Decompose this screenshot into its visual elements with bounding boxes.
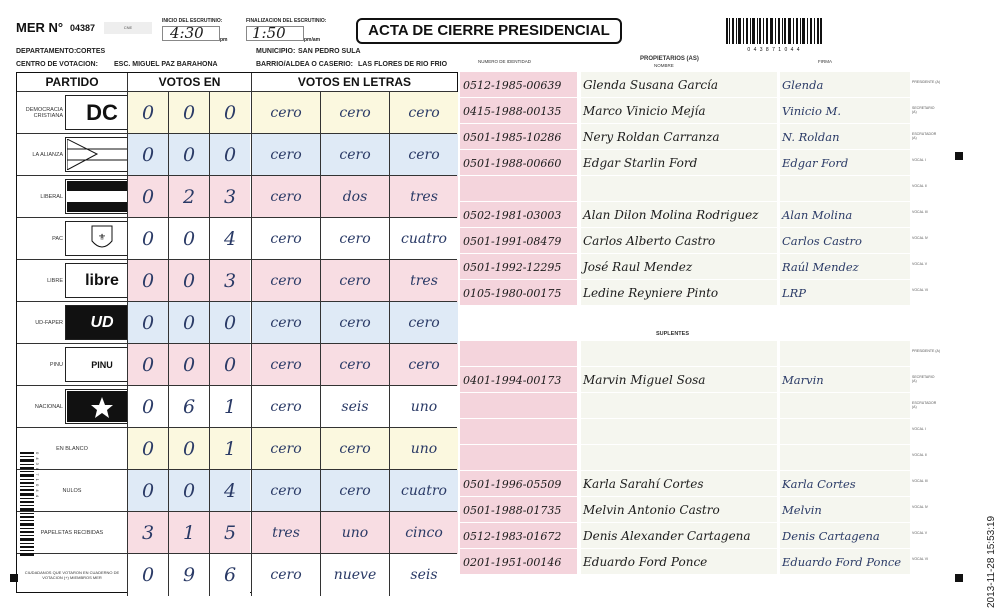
vote-digit: 0 — [127, 92, 168, 134]
vote-word: cero — [320, 344, 389, 386]
role-label: SECRETARIO (A) — [912, 375, 935, 383]
vote-digit: 0 — [127, 470, 168, 512]
suplente-row — [460, 497, 910, 522]
departamento-value: CORTES — [76, 48, 106, 55]
vote-word: seis — [320, 386, 389, 428]
side-barcode — [20, 452, 40, 570]
vote-digit: 9 — [168, 554, 209, 596]
suplente-row — [460, 393, 910, 418]
vote-digit: 4 — [209, 218, 250, 260]
suplente-row — [460, 367, 910, 392]
member-signature — [780, 176, 910, 201]
vote-word: cero — [389, 344, 458, 386]
member-name — [581, 393, 777, 418]
party-name: NACIONAL — [34, 404, 63, 410]
vote-digit: 6 — [168, 386, 209, 428]
party-logo-text: UD — [90, 313, 114, 331]
municipio-value: SAN PEDRO SULA — [298, 48, 361, 55]
total-row — [17, 469, 457, 511]
suplente-row — [460, 523, 910, 548]
municipio-label: MUNICIPIO: — [256, 48, 296, 55]
vote-word: cero — [251, 428, 320, 470]
role-label: ESCRUTADOR (A) — [912, 132, 937, 140]
member-name: Glenda Susana García — [581, 72, 777, 97]
member-name — [581, 341, 777, 366]
vote-digit: 0 — [127, 134, 168, 176]
member-signature — [780, 419, 910, 444]
vote-word: cero — [251, 554, 320, 596]
vote-word: cero — [251, 302, 320, 344]
party-row — [17, 301, 457, 343]
party-name: LA ALIANZA — [32, 152, 63, 158]
role-label: VOCAL II — [912, 453, 927, 457]
member-name: Edgar Starlin Ford — [581, 150, 777, 175]
vote-digit: 0 — [168, 302, 209, 344]
total-label: CIUDADANOS QUE VOTARON EN CUADERNO DE VOTACION (+) MIEMBROS MER — [24, 570, 120, 580]
member-signature: Denis Cartagena — [780, 523, 910, 548]
vote-digit: 5 — [209, 512, 250, 554]
document-title: ACTA DE CIERRE PRESIDENCIAL — [356, 18, 622, 44]
vote-digit: 0 — [209, 134, 250, 176]
member-signature — [780, 393, 910, 418]
fin-value: 1:50 — [252, 24, 286, 42]
member-name: Eduardo Ford Ponce — [581, 549, 777, 574]
total-label: EN BLANCO — [56, 446, 88, 452]
role-label: VOCAL III — [912, 210, 928, 214]
identity-number: 0501-1996-05509 — [460, 471, 577, 496]
identity-number: 0512-1985-00639 — [460, 72, 577, 97]
vote-word: cero — [320, 92, 389, 134]
vote-digit: 4 — [209, 470, 250, 512]
vote-digit: 0 — [127, 176, 168, 218]
member-signature: Carlos Castro — [780, 228, 910, 253]
identity-number: 0201-1951-00146 — [460, 549, 577, 574]
vote-digit: 0 — [127, 428, 168, 470]
vote-word: cero — [251, 92, 320, 134]
party-logo-text: DC — [86, 99, 118, 125]
total-row — [17, 427, 457, 469]
member-name: Nery Roldan Carranza — [581, 124, 777, 149]
vote-digit: 0 — [127, 554, 168, 596]
vote-digit: 0 — [127, 218, 168, 260]
centro-label: CENTRO DE VOTACION: — [16, 61, 98, 68]
identity-number: 0415-1988-00135 — [460, 98, 577, 123]
identity-number: 0401-1994-00173 — [460, 367, 577, 392]
vote-word: dos — [320, 176, 389, 218]
col-header-partido: PARTIDO — [45, 75, 99, 89]
party-name: DEMOCRACIA CRISTIANA — [25, 107, 63, 119]
vote-word: cero — [320, 134, 389, 176]
identity-number: 0501-1988-00660 — [460, 150, 577, 175]
propietario-row — [460, 176, 910, 201]
member-signature — [780, 341, 910, 366]
firma-label: FIRMA — [818, 59, 832, 64]
propietario-row — [460, 280, 910, 305]
party-name: LIBERAL — [40, 194, 63, 200]
identity-number: 0512-1983-01672 — [460, 523, 577, 548]
role-label: VOCAL VI — [912, 557, 929, 561]
member-name: Karla Sarahí Cortes — [581, 471, 777, 496]
total-label: NULOS — [62, 488, 82, 494]
role-label: VOCAL V — [912, 262, 928, 266]
vote-word: cinco — [389, 512, 458, 554]
propietario-row — [460, 124, 910, 149]
vote-word: cero — [251, 260, 320, 302]
member-name: Marvin Miguel Sosa — [581, 367, 777, 392]
role-label: VOCAL IV — [912, 505, 929, 509]
member-name: Alan Dilon Molina Rodriguez — [581, 202, 777, 227]
vote-digit: 0 — [168, 218, 209, 260]
vote-table — [16, 72, 458, 593]
vote-digit: 0 — [209, 92, 250, 134]
suplentes-label: SUPLENTES — [656, 331, 690, 337]
identity-number — [460, 341, 577, 366]
party-name: PINU — [49, 362, 63, 368]
vote-word: cero — [320, 428, 389, 470]
propietario-row — [460, 72, 910, 97]
vote-digit: 0 — [127, 344, 168, 386]
cne-logo: CNE — [104, 22, 152, 34]
party-row — [17, 385, 457, 427]
party-logo-text: libre — [85, 271, 119, 289]
member-name — [581, 176, 777, 201]
vote-word: uno — [320, 512, 389, 554]
fin-label: FINALIZACION DEL ESCRUTINIO: — [246, 18, 327, 24]
vote-word: seis — [389, 554, 458, 596]
suplente-row — [460, 471, 910, 496]
member-signature: Raúl Mendez — [780, 254, 910, 279]
propietarios-label: PROPIETARIOS (AS) — [640, 56, 699, 62]
identity-number: 0501-1985-10286 — [460, 124, 577, 149]
scan-timestamp: 2013-11-28 15:53:19 — [986, 515, 997, 608]
centro-value: ESC. MIGUEL PAZ BARAHONA — [114, 61, 218, 68]
vote-word: cero — [251, 470, 320, 512]
vote-digit: 1 — [209, 428, 250, 470]
role-label: VOCAL II — [912, 184, 927, 188]
identity-number — [460, 419, 577, 444]
vote-digit: 0 — [127, 260, 168, 302]
vote-word: cero — [251, 176, 320, 218]
vote-digit: 0 — [127, 386, 168, 428]
identity-number: 0501-1992-12295 — [460, 254, 577, 279]
member-name: Denis Alexander Cartagena — [581, 523, 777, 548]
vote-word: cuatro — [389, 218, 458, 260]
propietario-row — [460, 202, 910, 227]
member-signature: Edgar Ford — [780, 150, 910, 175]
svg-text:⚜: ⚜ — [97, 232, 107, 242]
inicio-label: INICIO DEL ESCRUTINIO: — [162, 18, 223, 24]
total-row — [17, 511, 457, 553]
role-label: VOCAL I — [912, 427, 926, 431]
vote-word: cero — [251, 134, 320, 176]
member-name — [581, 445, 777, 470]
role-label: SECRETARIO (A) — [912, 106, 935, 114]
party-row — [17, 343, 457, 385]
suplente-row — [460, 419, 910, 444]
member-name: Marco Vinicio Mejía — [581, 98, 777, 123]
barrio-label: BARRIO/ALDEA O CASERIO: — [256, 61, 353, 68]
member-signature: Marvin — [780, 367, 910, 392]
party-logo-text: PINU — [91, 359, 113, 370]
propietario-row — [460, 98, 910, 123]
vote-word: cero — [251, 218, 320, 260]
party-row — [17, 133, 457, 175]
party-row — [17, 217, 457, 259]
vote-digit: 2 — [168, 176, 209, 218]
total-row — [17, 553, 457, 595]
member-signature: LRP — [780, 280, 910, 305]
vote-word: cero — [251, 386, 320, 428]
vote-digit: 1 — [168, 512, 209, 554]
identity-number — [460, 176, 577, 201]
vote-digit: 0 — [168, 92, 209, 134]
propietario-row — [460, 254, 910, 279]
vote-word: cero — [320, 218, 389, 260]
vote-digit: 0 — [168, 428, 209, 470]
member-signature: Glenda — [780, 72, 910, 97]
member-name: José Raul Mendez — [581, 254, 777, 279]
suplente-row — [460, 445, 910, 470]
vote-digit: 3 — [127, 512, 168, 554]
member-signature: Alan Molina — [780, 202, 910, 227]
side-barcode-text: 0 4 3 8 7 1 0 4 4 — [35, 452, 40, 498]
member-signature: N. Roldan — [780, 124, 910, 149]
inicio-unit: pm — [220, 37, 228, 43]
vote-digit: 0 — [127, 302, 168, 344]
vote-word: cero — [320, 302, 389, 344]
registration-mark — [955, 152, 963, 160]
vote-digit: 3 — [209, 176, 250, 218]
identity-number — [460, 445, 577, 470]
vote-digit: 0 — [168, 344, 209, 386]
vote-word: uno — [389, 386, 458, 428]
registration-mark — [955, 574, 963, 582]
vote-word: nueve — [320, 554, 389, 596]
col-header-votos-letras: VOTOS EN LETRAS — [251, 73, 457, 91]
role-label: VOCAL III — [912, 479, 928, 483]
party-name: UD-FAPER — [35, 320, 63, 326]
propietario-row — [460, 150, 910, 175]
inicio-value: 4:30 — [170, 24, 204, 42]
vote-word: cuatro — [389, 470, 458, 512]
party-name: LIBRE — [47, 278, 63, 284]
vote-digit: 6 — [209, 554, 250, 596]
vote-word: cero — [320, 260, 389, 302]
role-label: ESCRUTADOR (A) — [912, 401, 937, 409]
vote-digit: 0 — [168, 260, 209, 302]
vote-digit: 1 — [209, 386, 250, 428]
party-row — [17, 175, 457, 217]
vote-word: tres — [251, 512, 320, 554]
vote-digit: 0 — [168, 470, 209, 512]
member-name: Ledine Reyniere Pinto — [581, 280, 777, 305]
departamento-label: DEPARTAMENTO: — [16, 48, 77, 55]
member-signature — [780, 445, 910, 470]
mer-number: 04387 — [70, 23, 96, 33]
party-row — [17, 259, 457, 301]
identity-number: 0501-1988-01735 — [460, 497, 577, 522]
top-barcode — [726, 18, 822, 53]
top-barcode-text: 0 4 3 8 7 1 0 4 4 — [747, 47, 801, 53]
member-name — [581, 419, 777, 444]
registration-mark — [10, 574, 18, 582]
barrio-value: LAS FLORES DE RIO FRIO — [358, 61, 448, 68]
member-signature: Eduardo Ford Ponce — [780, 549, 910, 574]
vote-digit: 3 — [209, 260, 250, 302]
vote-digit: 0 — [209, 302, 250, 344]
vote-word: cero — [389, 134, 458, 176]
role-label: PRESIDENTE (A) — [912, 349, 941, 353]
party-name: PAC — [52, 236, 63, 242]
propietario-row — [460, 228, 910, 253]
id-column-label: NUMERO DE IDENTIDAD — [478, 59, 532, 64]
nombre-label: NOMBRE — [654, 63, 674, 68]
vote-word: cero — [320, 470, 389, 512]
member-signature: Vinicio M. — [780, 98, 910, 123]
member-signature: Karla Cortes — [780, 471, 910, 496]
col-header-votos-numeros: VOTOS EN — [127, 73, 251, 91]
member-signature: Melvin — [780, 497, 910, 522]
fin-unit: pm/am — [304, 37, 321, 43]
role-label: VOCAL V — [912, 531, 928, 535]
member-name: Melvin Antonio Castro — [581, 497, 777, 522]
identity-number: 0502-1981-03003 — [460, 202, 577, 227]
role-label: VOCAL VI — [912, 288, 929, 292]
vote-word: tres — [389, 260, 458, 302]
vote-word: cero — [389, 92, 458, 134]
vote-word: tres — [389, 176, 458, 218]
party-row — [17, 91, 457, 133]
identity-number: 0501-1991-08479 — [460, 228, 577, 253]
identity-number — [460, 393, 577, 418]
mer-label: MER N° — [16, 20, 64, 35]
suplente-row — [460, 549, 910, 574]
member-name: Carlos Alberto Castro — [581, 228, 777, 253]
vote-word: uno — [389, 428, 458, 470]
role-label: PRESIDENTE (A) — [912, 80, 941, 84]
suplente-row — [460, 341, 910, 366]
role-label: VOCAL I — [912, 158, 926, 162]
role-label: VOCAL IV — [912, 236, 929, 240]
identity-number: 0105-1980-00175 — [460, 280, 577, 305]
total-label: PAPELETAS RECIBIDAS — [40, 530, 104, 536]
vote-word: cero — [389, 302, 458, 344]
vote-word: cero — [251, 344, 320, 386]
vote-digit: 0 — [209, 344, 250, 386]
vote-digit: 0 — [168, 134, 209, 176]
